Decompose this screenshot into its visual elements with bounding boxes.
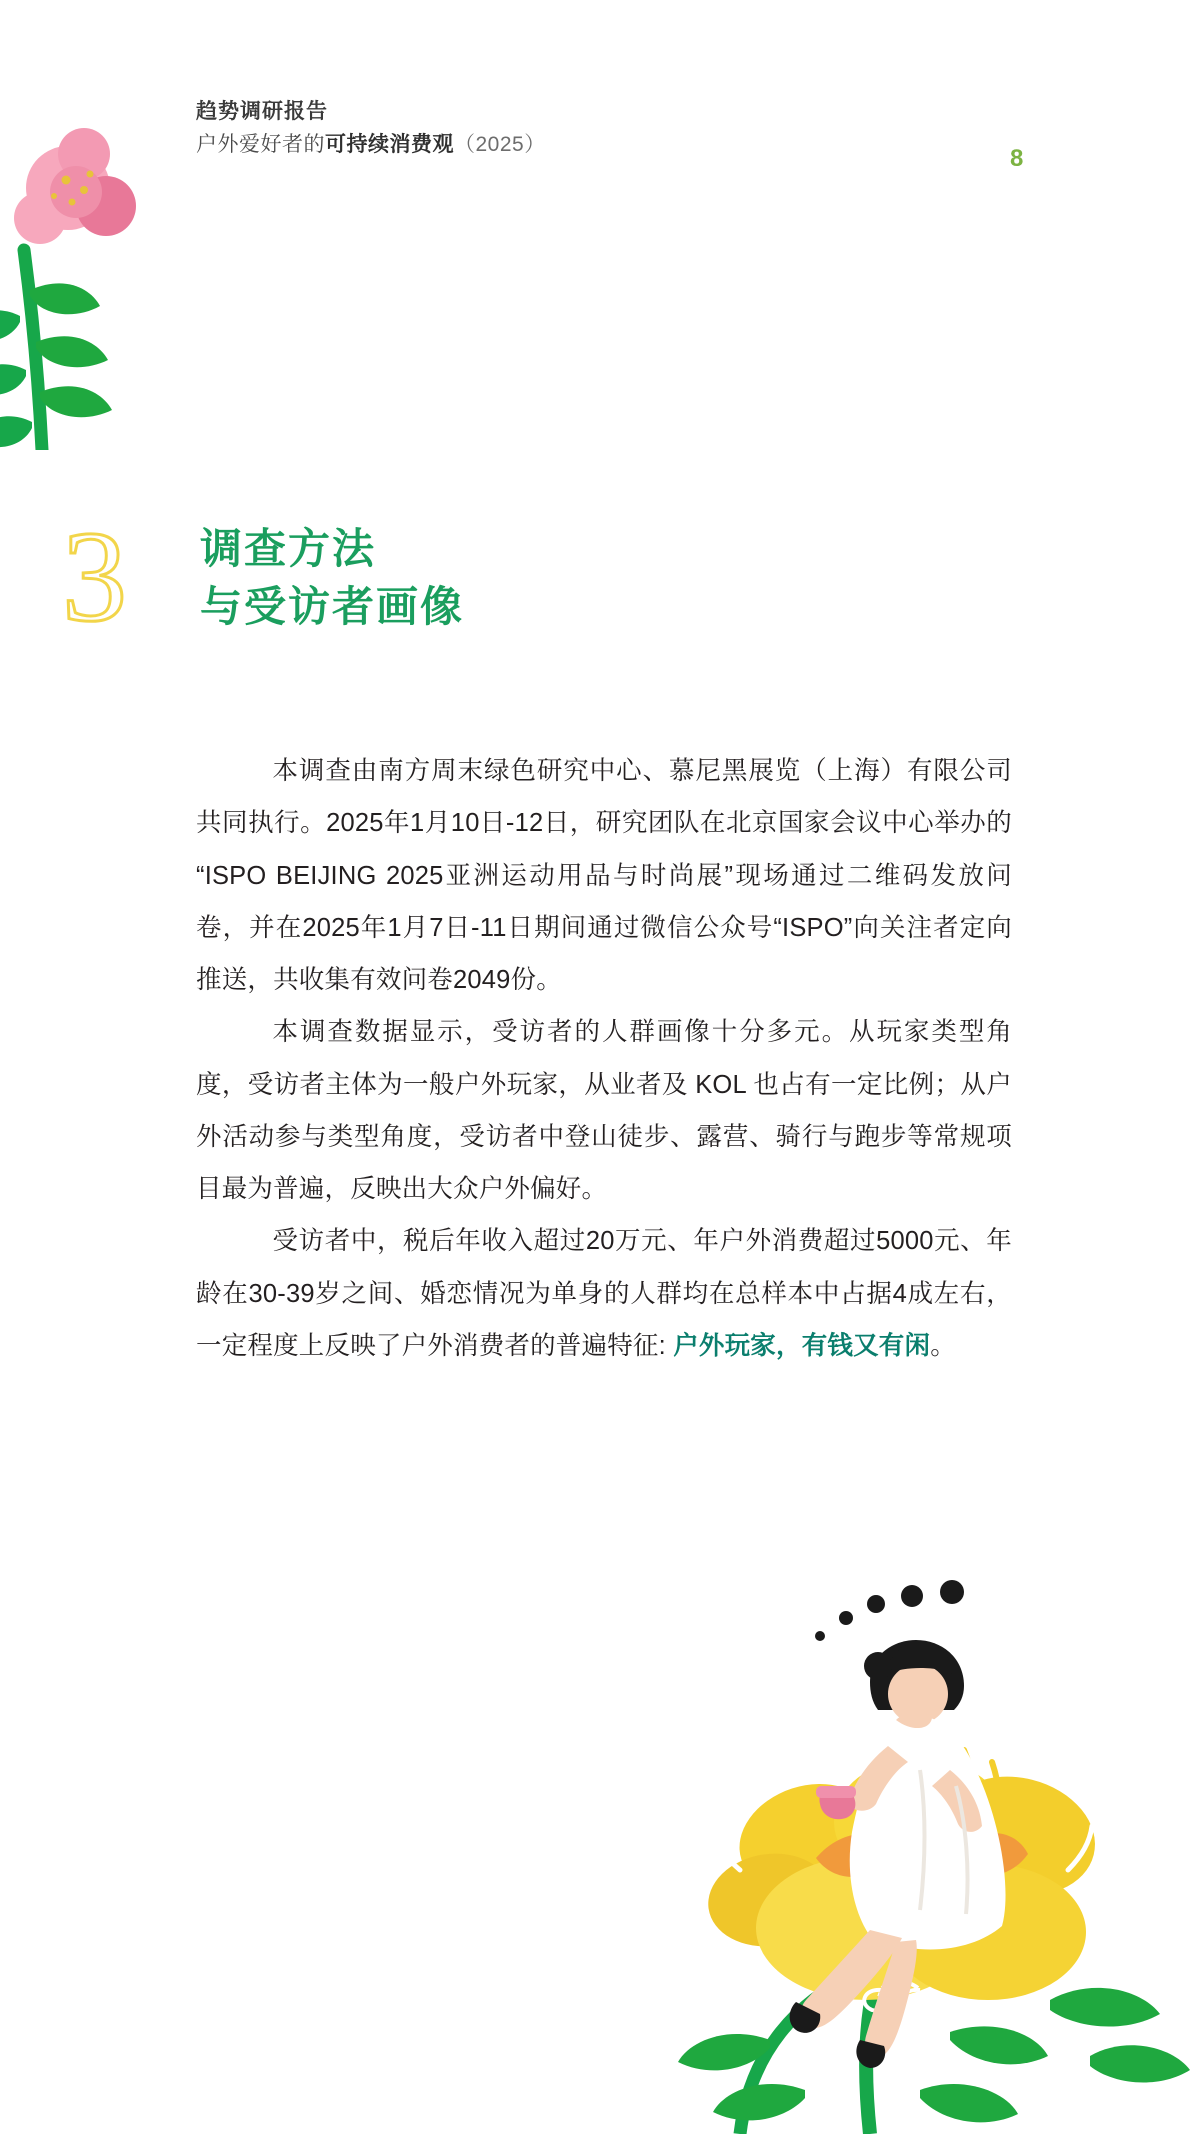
page-number: 8 (1010, 145, 1024, 172)
page-title (200, 520, 464, 636)
pink-flower-with-leaves-illustration (0, 120, 220, 450)
section-title-line2: 与受访者画像 (200, 582, 465, 630)
header-subtitle (196, 128, 1016, 162)
report-header (196, 96, 1016, 161)
header-subtitle-prefix: 户外爱好者的 (196, 132, 325, 156)
paragraph-3 (196, 1215, 1012, 1372)
paragraph-3-highlight: 户外玩家，有钱又有闲 (673, 1331, 931, 1360)
section-number: 3 (62, 505, 127, 649)
paragraph-1: 本调查由南方周末绿色研究中心、慕尼黑展览（上海）有限公司共同执行。2025年1月10日-12日，研究团队在北京国家会议中心举办的“ISPO BEIJING 2025亚洲运动用品与时尚展”现场通过二维码发放问卷，并在2025年1月7日-11日期间通过微信公众号“ISPO”向关注者定向推送，共收集有效问卷2049份。 (196, 757, 1012, 995)
woman-sitting-on-yellow-flower-illustration (620, 1570, 1200, 2134)
paragraph-3-text: 受访者中，税后年收入超过20万元、年户外消费超过5000元、年龄在30-39岁之间、婚恋情况为单身的人群均在总样本中占据4成左右，一定程度上反映了户外消费者的普遍特征: (196, 1227, 1012, 1360)
paragraph-3-end: 。 (930, 1331, 956, 1360)
header-subtitle-bold: 可持续消费观 (325, 132, 454, 156)
paragraph-2: 本调查数据显示，受访者的人群画像十分多元。从玩家类型角度，受访者主体为一般户外玩家，从业者及 KOL 也占有一定比例；从户外活动参与类型角度，受访者中登山徒步、露营、骑行与跑步等常规项目最为普遍，反映出大众户外偏好。 (196, 1018, 1012, 1204)
header-title: 趋势调研报告 (196, 100, 328, 123)
header-subtitle-year: （2025） (454, 132, 546, 156)
body-copy (196, 745, 1012, 1372)
section-title-line1: 调查方法 (200, 525, 377, 572)
